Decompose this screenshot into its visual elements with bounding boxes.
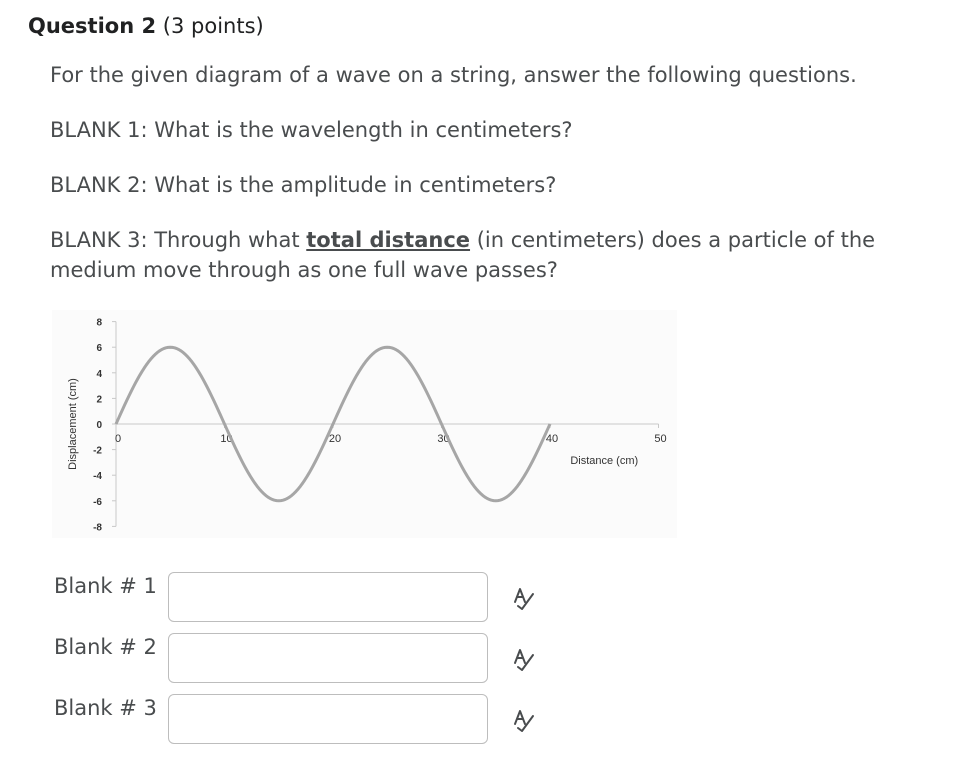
y-tick-label: 8: [96, 317, 102, 329]
x-tick-label: 0: [114, 433, 122, 445]
spell-check-icon[interactable]: [509, 645, 537, 673]
blank-label: Blank # 3: [54, 696, 157, 720]
blank-row-1: [54, 572, 554, 626]
spell-check-icon[interactable]: [509, 706, 537, 734]
blank-label: Blank # 1: [54, 574, 157, 598]
spell-check-icon[interactable]: [509, 584, 537, 612]
x-axis-label: Distance (cm): [570, 455, 639, 467]
x-tick-label: 50: [654, 433, 667, 445]
y-tick-label: -6: [93, 496, 102, 508]
y-tick-label: 0: [96, 420, 102, 431]
blank-2-input[interactable]: [168, 633, 488, 683]
y-tick-label: -2: [93, 445, 102, 457]
y-axis-label: Displacement (cm): [67, 378, 79, 470]
x-tick-label: 40: [545, 433, 559, 445]
x-tick-label: 20: [328, 433, 342, 445]
question-header: [28, 14, 264, 38]
blank-3-prompt: [50, 225, 920, 285]
blank-2-prompt: BLANK 2: What is the amplitude in centimeters?: [50, 173, 557, 197]
wave-chart: [52, 310, 677, 538]
y-tick-label: 4: [96, 368, 102, 380]
y-tick-label: -4: [93, 471, 102, 483]
question-title: Question 2: [28, 14, 157, 38]
blank-3-emphasis: total distance: [306, 228, 471, 252]
question-points: (3 points): [162, 14, 264, 38]
y-tick-label: 6: [96, 343, 102, 355]
wave-diagram: [52, 310, 677, 538]
blank-label: Blank # 2: [54, 635, 157, 659]
question-intro: For the given diagram of a wave on a string, answer the following questions.: [50, 63, 857, 87]
y-tick-label: 2: [96, 394, 102, 406]
blank-3-input[interactable]: [168, 694, 488, 744]
x-tick-label: 30: [437, 433, 450, 445]
blank-1-input[interactable]: [168, 572, 488, 622]
blank-3-prompt-end: (in centimeters) does a particle of the medium move through as one full wave passes?: [50, 228, 876, 282]
blank-row-2: [54, 633, 554, 687]
y-tick-label: -8: [93, 522, 102, 534]
blank-row-3: [54, 694, 554, 748]
x-tick-label: 10: [220, 433, 233, 445]
blank-1-prompt: BLANK 1: What is the wavelength in centimeters?: [50, 118, 573, 142]
blank-3-prompt-start: BLANK 3: Through what: [50, 228, 307, 252]
